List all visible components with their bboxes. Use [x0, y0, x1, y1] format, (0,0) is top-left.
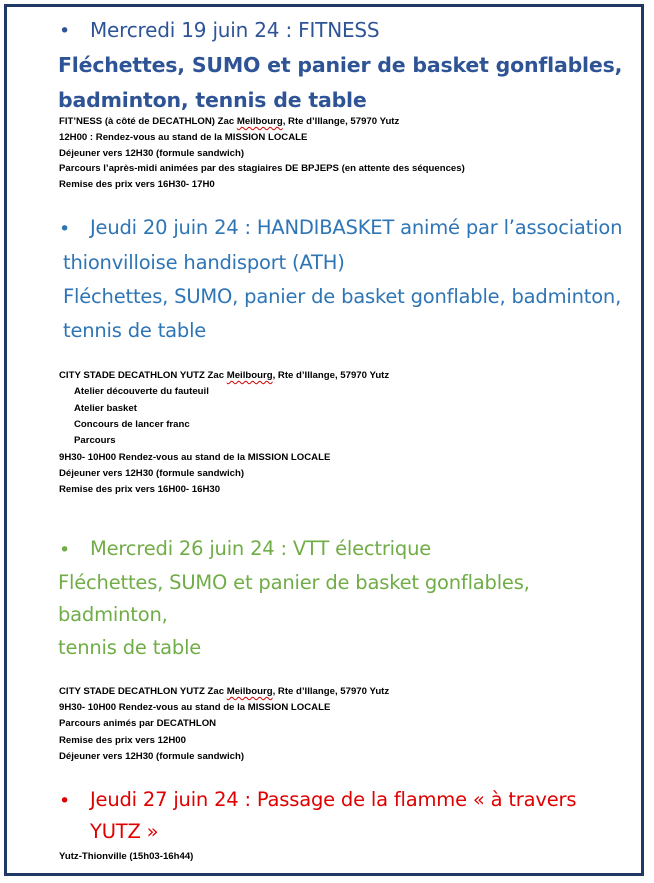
workshop-item: Parcours: [74, 435, 116, 446]
heading-flamme-line-2: YUTZ »: [90, 820, 159, 843]
detail-line: Parcours animés par DECATHLON: [59, 718, 217, 729]
activities-line-3: tennis de table: [58, 636, 202, 659]
activities-line-1: Fléchettes, SUMO, panier de basket gonflable, badminton,: [63, 285, 622, 308]
heading-flamme-line-1: Jeudi 27 juin 24 : Passage de la flamme « à travers: [90, 788, 577, 811]
workshop-item: Atelier basket: [74, 403, 137, 414]
workshop-item: Concours de lancer franc: [74, 419, 190, 430]
detail-line: Remise des prix vers 12H00: [59, 735, 186, 746]
activities-line-2: tennis de table: [63, 319, 207, 342]
heading-fitness: Mercredi 19 juin 24 : FITNESS: [90, 18, 380, 42]
bullet-icon: •: [59, 539, 71, 561]
heading-vtt: Mercredi 26 juin 24 : VTT électrique: [90, 537, 432, 560]
detail-line: Déjeuner vers 12H30 (formule sandwich): [59, 148, 245, 159]
location-line: CITY STADE DECATHLON YUTZ Zac Meilbourg, Rte d’Illange, 57970 Yutz: [59, 686, 390, 697]
detail-line: Yutz-Thionville (15h03-16h44): [59, 851, 194, 862]
activities-line-2: badminton, tennis de table: [58, 88, 367, 112]
detail-line: Remise des prix vers 16H00- 16H30: [59, 484, 221, 495]
detail-line: 9H30- 10H00 Rendez-vous au stand de la MISSION LOCALE: [59, 702, 331, 713]
detail-line: Déjeuner vers 12H30 (formule sandwich): [59, 468, 245, 479]
bullet-icon: •: [59, 218, 71, 240]
bullet-icon: •: [59, 790, 71, 812]
bullet-icon: •: [59, 20, 71, 42]
location-line: FIT’NESS (à côté de DECATHLON) Zac Meilbourg, Rte d’Illange, 57970 Yutz: [59, 116, 400, 127]
activities-line-1: Fléchettes, SUMO et panier de basket gonflables,: [58, 571, 530, 594]
activities-line-2: badminton,: [58, 603, 168, 626]
detail-line: Remise des prix vers 16H30- 17H0: [59, 179, 215, 190]
heading-handibasket-line-2: thionvilloise handisport (ATH): [63, 251, 345, 274]
workshop-item: Atelier découverte du fauteuil: [74, 386, 209, 397]
detail-line: 9H30- 10H00 Rendez-vous au stand de la MISSION LOCALE: [59, 452, 331, 463]
detail-line: Déjeuner vers 12H30 (formule sandwich): [59, 751, 245, 762]
heading-handibasket-line-1: Jeudi 20 juin 24 : HANDIBASKET animé par l’association: [90, 216, 623, 239]
location-line: CITY STADE DECATHLON YUTZ Zac Meilbourg, Rte d’Illange, 57970 Yutz: [59, 370, 390, 381]
detail-line: Parcours l’après-midi animées par des stagiaires DE BPJEPS (en attente des séquences): [59, 163, 465, 174]
detail-line: 12H00 : Rendez-vous au stand de la MISSION LOCALE: [59, 132, 308, 143]
activities-line-1: Fléchettes, SUMO et panier de basket gonflables,: [58, 53, 623, 77]
